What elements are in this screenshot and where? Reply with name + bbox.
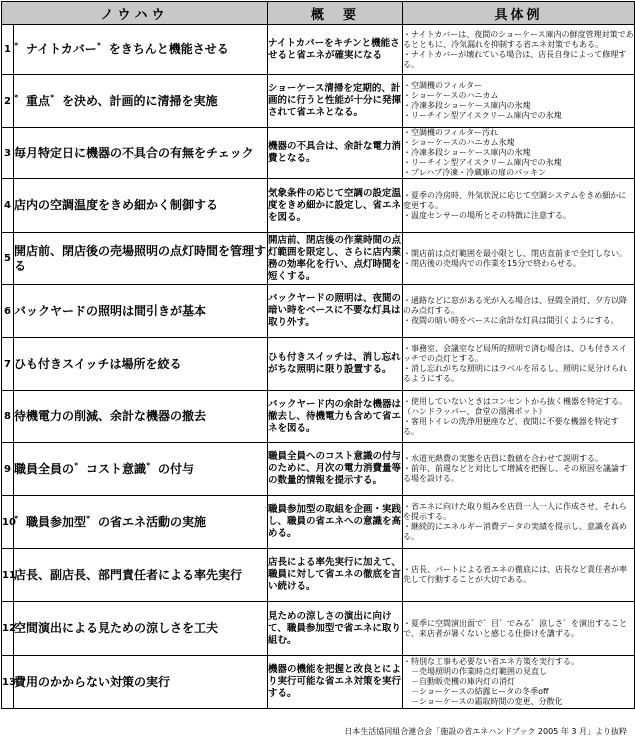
- table-row: [2, 75, 635, 128]
- row-title: ゛職員参加型゛の省エネ活動の実施: [14, 496, 268, 549]
- row-number: 2: [2, 75, 14, 128]
- row-title: 空間演出による見ための涼しさを工夫: [14, 602, 268, 656]
- detail-item: ・事務室、会議室など局所的照明で済む場合は、ひも付きスイッチでの点灯とする。: [403, 344, 627, 363]
- row-number: 4: [2, 179, 14, 233]
- row-summary: バックヤードの照明は、夜間の暗い時をベースに不要な灯具は取り外す。: [268, 285, 403, 338]
- row-number: 1: [2, 25, 14, 75]
- header-knowhow: ノウハウ: [2, 2, 268, 25]
- row-details: [403, 75, 635, 128]
- header-examples: 具体例: [403, 2, 635, 25]
- table-row: [2, 443, 635, 496]
- detail-item: ・プレハブ冷凍・冷蔵庫の扉のパッキン: [403, 168, 547, 177]
- detail-item: ・ショーケースのハニカム氷塊: [403, 138, 515, 147]
- row-summary: ショーケース清掃を定期的、計画的に行うと性能が十分に発揮されて省エネとなる。: [268, 75, 403, 128]
- row-title: 職員全員の゛コスト意識゛の付与: [14, 443, 268, 496]
- row-number: 6: [2, 285, 14, 338]
- row-details: [403, 25, 635, 75]
- detail-item: ・リーチイン型アイスクリーム庫内での氷塊: [403, 158, 562, 167]
- detail-item: －ショーケースの霜取時間の変更、分散化: [403, 697, 563, 706]
- detail-item: ・夏季に空間演出面で゛目゛でみる゛涼しさ゛を演出することで、来店者が暑くないと感じる仕掛けを講ずる。: [403, 618, 628, 638]
- detail-item: －売場照明の作業時点灯範囲の見直し: [403, 667, 548, 676]
- detail-item: ・空調機のフィルター: [403, 81, 483, 90]
- row-number: 11: [2, 549, 14, 602]
- row-number: 10: [2, 496, 14, 549]
- row-details: [403, 285, 635, 338]
- row-details: [403, 496, 635, 549]
- detail-item: －自動販売機の庫内灯の消灯: [403, 677, 516, 686]
- table-row: [2, 602, 635, 656]
- detail-item: ・空調機のフィルター汚れ: [403, 128, 499, 137]
- detail-item: ・店長、パートによる省エネの徹底には、店長など責任者が率先して行動することが大切である。: [403, 565, 628, 584]
- detail-item: ・消し忘れがちな照明にはラベルを吊るし、照明に見分けられるようにする。: [403, 364, 628, 383]
- row-number: 8: [2, 391, 14, 443]
- detail-item: ・水道光熱費の実態を店員に数値を合わせて説明する。: [403, 454, 604, 463]
- row-summary: 見ための涼しさの演出に向けて、職員参加型で省エネに取り組む。: [268, 602, 403, 656]
- row-title: ゛重点゛を決め、計画的に清掃を実施: [14, 75, 268, 128]
- row-details: [403, 179, 635, 233]
- table-row: [2, 285, 635, 338]
- row-title: 毎月特定日に機器の不具合の有無をチェック: [14, 128, 268, 179]
- row-title: 店長、副店長、部門責任者による率先実行: [14, 549, 268, 602]
- row-details: [403, 549, 635, 602]
- detail-item: ・夏季の冷房時、外気状況に応じて空調システムをきめ細かに変更する。: [403, 190, 627, 210]
- row-number: 5: [2, 233, 14, 285]
- header-summary: 概 要: [268, 2, 403, 25]
- row-summary: バックヤード内の余計な機器は撤去し、待機電力も含めて省エネを図る。: [268, 391, 403, 443]
- detail-item: ・ナイトカバーは、夜間のショーケース庫内の鮮度管理対策であるとともに、冷気漏れを抑制する省エネ対策でもある。: [403, 29, 634, 49]
- table-row: [2, 25, 635, 75]
- row-details: [403, 391, 635, 443]
- row-title: 開店前、閉店後の売場照明の点灯時間を管理する: [14, 233, 268, 285]
- row-details: [403, 128, 635, 179]
- row-details: [403, 443, 635, 496]
- detail-item: ・冷凍多段ショーケース庫内の氷塊: [403, 148, 531, 157]
- row-title: ひも付きスイッチは場所を絞る: [14, 338, 268, 391]
- detail-item: －ショーケースの結露ヒータの冬季off: [403, 687, 549, 696]
- detail-item: ・通路などに窓がある光が入る場合は、昼間全消灯、夕方以降のみ点灯する。: [403, 296, 628, 315]
- detail-item: ・夜間の暗い時をベースに余計な灯具は間引くようにする。: [403, 316, 619, 325]
- detail-item: ・継続的にエネルギー消費データの実績を提示し、意識を高める。: [403, 522, 628, 541]
- row-summary: 職員全員へのコスト意識の付与のために、月次の電力消費量等の数量的情報を提示する。: [268, 443, 403, 496]
- row-summary: ひも付きスイッチは、消し忘れがちな照明に限り設置する。: [268, 338, 403, 391]
- source-footnote: 日本生活協同組合連合会「施設の省エネハンドブック 2005 年 3 月」より抜粋: [344, 727, 627, 736]
- detail-item: ・ショーケースのハニカム: [403, 91, 499, 100]
- row-title: ゛ナイトカバー゛をきちんと機能させる: [14, 25, 268, 75]
- row-title: 費用のかからない対策の実行: [14, 656, 268, 709]
- row-summary: 機器の不具合は、余計な電力消費となる。: [268, 128, 403, 179]
- row-title: バックヤードの照明は間引きが基本: [14, 285, 268, 338]
- row-summary: 機器の機能を把握と改良とにより実行可能な省エネ対策を実行する。: [268, 656, 403, 709]
- row-summary: 開店前、閉店後の作業時間の点灯範囲を限定し、さらに店内業務の効率化を行い、点灯時間を短くする。: [268, 233, 403, 285]
- table-row: [2, 496, 635, 549]
- row-details: [403, 233, 635, 285]
- detail-item: ・リーチイン型アイスクリーム庫内での氷塊: [403, 111, 562, 120]
- table-row: [2, 338, 635, 391]
- row-number: 7: [2, 338, 14, 391]
- table-row: [2, 391, 635, 443]
- row-summary: 職員参加型の取組を企画・実践し、職員の省エネへの意識を高める。: [268, 496, 403, 549]
- table-body: [2, 25, 635, 709]
- row-number: 3: [2, 128, 14, 179]
- know-how-table: [1, 1, 635, 709]
- row-details: [403, 602, 635, 656]
- row-number: 13: [2, 656, 14, 709]
- detail-item: ・省エネに向けた取り組みを店員一人一人に作成させ、それらを提示する。: [403, 502, 627, 521]
- detail-item: ・温度センサーの場所とその特徴に注意する。: [403, 210, 572, 220]
- detail-item: ・使用していないときはコンセントから抜く機器を特定する。（ハンドラッパー、食堂の湯沸ポット）: [403, 396, 628, 416]
- table-header-row: [2, 2, 635, 25]
- row-number: 9: [2, 443, 14, 496]
- row-summary: 店長による率先実行に加えて、職員に対して省エネの徹底を言い続ける。: [268, 549, 403, 602]
- table-row: [2, 128, 635, 179]
- row-details: [403, 656, 635, 709]
- row-title: 待機電力の削減、余計な機器の撤去: [14, 391, 268, 443]
- row-summary: 気象条件の応じて空調の設定温度をきめ細かに設定し、省エネを図る。: [268, 179, 403, 233]
- row-summary: ナイトカバーをキチンと機能させると省エネが確実になる: [268, 25, 403, 75]
- detail-item: ・客用トイレの洗浄用便座など、夜間に不要な機器を特定する。: [403, 416, 619, 436]
- detail-item: ・開店前は点灯範囲を最小限とし、閉店直前まで全灯しない。: [403, 248, 628, 258]
- table-row: [2, 233, 635, 285]
- row-title: 店内の空調温度をきめ細かく制御する: [14, 179, 268, 233]
- detail-item: ・ナイトカバーが壊れている場合は、店長自身によって修理する。: [403, 49, 627, 69]
- row-details: [403, 338, 635, 391]
- detail-item: ・閉店後の売場内での作業を15分で終わらせる。: [403, 258, 581, 268]
- table-row: [2, 549, 635, 602]
- detail-item: ・特別な工事も必要ない省エネ方策を実行する。: [403, 657, 580, 666]
- row-number: 12: [2, 602, 14, 656]
- table-row: [2, 656, 635, 709]
- table-row: [2, 179, 635, 233]
- detail-item: ・冷凍多段ショーケース庫内の氷塊: [403, 101, 531, 110]
- detail-item: ・前年、前週などと対比して増減を把握し、その原因を議論する場を設ける。: [403, 464, 628, 483]
